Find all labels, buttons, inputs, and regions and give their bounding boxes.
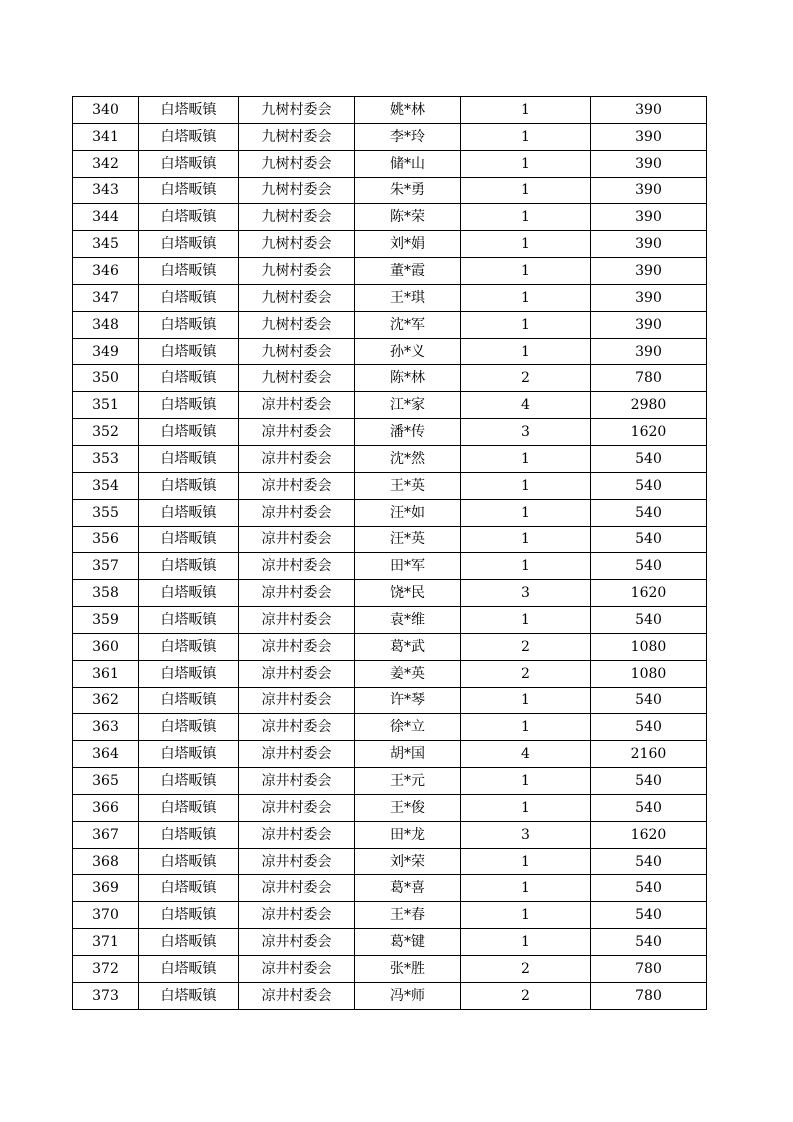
table-row — [73, 929, 707, 956]
cell-index: 348 — [73, 311, 139, 338]
cell-name: 董*霞 — [355, 258, 461, 285]
cell-count: 1 — [461, 902, 591, 929]
cell-name: 王*英 — [355, 472, 461, 499]
cell-count: 1 — [461, 714, 591, 741]
cell-name: 田*龙 — [355, 821, 461, 848]
table-row — [73, 821, 707, 848]
cell-index: 373 — [73, 982, 139, 1009]
cell-town: 白塔畈镇 — [139, 580, 239, 607]
cell-village: 凉井村委会 — [239, 714, 355, 741]
table-row — [73, 445, 707, 472]
cell-index: 352 — [73, 419, 139, 446]
cell-village: 凉井村委会 — [239, 392, 355, 419]
cell-amount: 540 — [591, 768, 707, 795]
table-row — [73, 956, 707, 983]
cell-amount: 540 — [591, 472, 707, 499]
cell-name: 姜*英 — [355, 660, 461, 687]
cell-index: 344 — [73, 204, 139, 231]
cell-town: 白塔畈镇 — [139, 607, 239, 634]
cell-count: 1 — [461, 204, 591, 231]
roster-table-body — [73, 97, 707, 1010]
cell-index: 347 — [73, 284, 139, 311]
cell-count: 1 — [461, 445, 591, 472]
cell-count: 1 — [461, 150, 591, 177]
cell-village: 九树村委会 — [239, 150, 355, 177]
cell-town: 白塔畈镇 — [139, 929, 239, 956]
cell-index: 364 — [73, 741, 139, 768]
cell-amount: 390 — [591, 150, 707, 177]
cell-name: 王*琪 — [355, 284, 461, 311]
cell-amount: 540 — [591, 929, 707, 956]
cell-village: 九树村委会 — [239, 338, 355, 365]
cell-village: 九树村委会 — [239, 177, 355, 204]
cell-village: 九树村委会 — [239, 311, 355, 338]
cell-village: 凉井村委会 — [239, 821, 355, 848]
cell-count: 1 — [461, 848, 591, 875]
table-row — [73, 714, 707, 741]
table-row — [73, 97, 707, 124]
table-row — [73, 338, 707, 365]
cell-village: 凉井村委会 — [239, 794, 355, 821]
cell-name: 储*山 — [355, 150, 461, 177]
cell-index: 345 — [73, 231, 139, 258]
cell-town: 白塔畈镇 — [139, 821, 239, 848]
cell-town: 白塔畈镇 — [139, 902, 239, 929]
table-row — [73, 553, 707, 580]
cell-index: 372 — [73, 956, 139, 983]
cell-name: 胡*国 — [355, 741, 461, 768]
cell-amount: 540 — [591, 875, 707, 902]
cell-count: 3 — [461, 821, 591, 848]
roster-table — [72, 96, 707, 1010]
cell-amount: 390 — [591, 123, 707, 150]
cell-index: 350 — [73, 365, 139, 392]
table-row — [73, 311, 707, 338]
cell-amount: 780 — [591, 956, 707, 983]
cell-village: 凉井村委会 — [239, 633, 355, 660]
cell-amount: 540 — [591, 848, 707, 875]
table-row — [73, 741, 707, 768]
cell-amount: 540 — [591, 526, 707, 553]
cell-town: 白塔畈镇 — [139, 741, 239, 768]
cell-town: 白塔畈镇 — [139, 687, 239, 714]
table-row — [73, 794, 707, 821]
cell-index: 370 — [73, 902, 139, 929]
cell-index: 362 — [73, 687, 139, 714]
cell-village: 九树村委会 — [239, 365, 355, 392]
table-row — [73, 419, 707, 446]
cell-count: 4 — [461, 392, 591, 419]
cell-town: 白塔畈镇 — [139, 848, 239, 875]
cell-town: 白塔畈镇 — [139, 231, 239, 258]
cell-village: 凉井村委会 — [239, 499, 355, 526]
cell-index: 366 — [73, 794, 139, 821]
cell-name: 葛*键 — [355, 929, 461, 956]
cell-index: 341 — [73, 123, 139, 150]
table-row — [73, 472, 707, 499]
cell-town: 白塔畈镇 — [139, 499, 239, 526]
cell-count: 3 — [461, 419, 591, 446]
table-row — [73, 123, 707, 150]
table-row — [73, 499, 707, 526]
cell-town: 白塔畈镇 — [139, 956, 239, 983]
cell-village: 凉井村委会 — [239, 982, 355, 1009]
cell-name: 潘*传 — [355, 419, 461, 446]
cell-town: 白塔畈镇 — [139, 445, 239, 472]
cell-count: 1 — [461, 123, 591, 150]
cell-village: 九树村委会 — [239, 97, 355, 124]
cell-index: 361 — [73, 660, 139, 687]
cell-count: 2 — [461, 660, 591, 687]
cell-village: 九树村委会 — [239, 123, 355, 150]
cell-town: 白塔畈镇 — [139, 123, 239, 150]
cell-name: 王*春 — [355, 902, 461, 929]
cell-amount: 540 — [591, 902, 707, 929]
cell-town: 白塔畈镇 — [139, 633, 239, 660]
table-row — [73, 284, 707, 311]
cell-village: 凉井村委会 — [239, 929, 355, 956]
table-row — [73, 177, 707, 204]
cell-amount: 390 — [591, 338, 707, 365]
cell-index: 365 — [73, 768, 139, 795]
cell-town: 白塔畈镇 — [139, 150, 239, 177]
table-row — [73, 231, 707, 258]
cell-town: 白塔畈镇 — [139, 311, 239, 338]
cell-village: 凉井村委会 — [239, 848, 355, 875]
cell-index: 354 — [73, 472, 139, 499]
cell-count: 1 — [461, 687, 591, 714]
cell-index: 353 — [73, 445, 139, 472]
cell-name: 沈*然 — [355, 445, 461, 472]
cell-town: 白塔畈镇 — [139, 258, 239, 285]
cell-amount: 1620 — [591, 580, 707, 607]
cell-count: 1 — [461, 338, 591, 365]
cell-amount: 1080 — [591, 633, 707, 660]
cell-name: 王*元 — [355, 768, 461, 795]
cell-count: 1 — [461, 526, 591, 553]
cell-town: 白塔畈镇 — [139, 768, 239, 795]
cell-village: 凉井村委会 — [239, 472, 355, 499]
cell-index: 363 — [73, 714, 139, 741]
cell-count: 1 — [461, 607, 591, 634]
cell-count: 1 — [461, 231, 591, 258]
cell-town: 白塔畈镇 — [139, 177, 239, 204]
cell-village: 凉井村委会 — [239, 660, 355, 687]
cell-village: 凉井村委会 — [239, 875, 355, 902]
cell-count: 1 — [461, 768, 591, 795]
cell-village: 凉井村委会 — [239, 956, 355, 983]
cell-town: 白塔畈镇 — [139, 794, 239, 821]
cell-index: 357 — [73, 553, 139, 580]
cell-count: 2 — [461, 633, 591, 660]
cell-amount: 390 — [591, 97, 707, 124]
cell-count: 1 — [461, 875, 591, 902]
cell-name: 李*玲 — [355, 123, 461, 150]
cell-name: 葛*喜 — [355, 875, 461, 902]
table-row — [73, 150, 707, 177]
cell-name: 刘*娟 — [355, 231, 461, 258]
cell-village: 凉井村委会 — [239, 419, 355, 446]
cell-amount: 390 — [591, 204, 707, 231]
cell-index: 349 — [73, 338, 139, 365]
cell-village: 凉井村委会 — [239, 741, 355, 768]
cell-amount: 540 — [591, 445, 707, 472]
cell-index: 368 — [73, 848, 139, 875]
cell-name: 江*家 — [355, 392, 461, 419]
cell-amount: 1620 — [591, 821, 707, 848]
cell-town: 白塔畈镇 — [139, 338, 239, 365]
cell-village: 九树村委会 — [239, 258, 355, 285]
cell-amount: 390 — [591, 231, 707, 258]
cell-name: 汪*英 — [355, 526, 461, 553]
cell-town: 白塔畈镇 — [139, 526, 239, 553]
table-row — [73, 768, 707, 795]
cell-amount: 540 — [591, 607, 707, 634]
cell-village: 九树村委会 — [239, 204, 355, 231]
cell-name: 徐*立 — [355, 714, 461, 741]
cell-town: 白塔畈镇 — [139, 365, 239, 392]
cell-name: 陈*林 — [355, 365, 461, 392]
cell-name: 汪*如 — [355, 499, 461, 526]
cell-village: 凉井村委会 — [239, 553, 355, 580]
cell-village: 九树村委会 — [239, 284, 355, 311]
cell-amount: 540 — [591, 499, 707, 526]
cell-count: 1 — [461, 258, 591, 285]
table-row — [73, 258, 707, 285]
table-row — [73, 392, 707, 419]
cell-index: 340 — [73, 97, 139, 124]
cell-amount: 780 — [591, 365, 707, 392]
cell-village: 凉井村委会 — [239, 445, 355, 472]
cell-index: 367 — [73, 821, 139, 848]
cell-amount: 2980 — [591, 392, 707, 419]
cell-name: 冯*师 — [355, 982, 461, 1009]
table-row — [73, 875, 707, 902]
cell-count: 2 — [461, 365, 591, 392]
cell-count: 1 — [461, 472, 591, 499]
cell-name: 陈*荣 — [355, 204, 461, 231]
cell-amount: 540 — [591, 553, 707, 580]
table-row — [73, 607, 707, 634]
cell-village: 凉井村委会 — [239, 687, 355, 714]
cell-index: 369 — [73, 875, 139, 902]
table-row — [73, 848, 707, 875]
cell-town: 白塔畈镇 — [139, 875, 239, 902]
table-row — [73, 633, 707, 660]
cell-village: 凉井村委会 — [239, 580, 355, 607]
cell-village: 凉井村委会 — [239, 902, 355, 929]
cell-amount: 780 — [591, 982, 707, 1009]
cell-town: 白塔畈镇 — [139, 284, 239, 311]
cell-count: 1 — [461, 929, 591, 956]
cell-index: 351 — [73, 392, 139, 419]
cell-index: 355 — [73, 499, 139, 526]
table-row — [73, 660, 707, 687]
cell-name: 姚*林 — [355, 97, 461, 124]
cell-amount: 2160 — [591, 741, 707, 768]
cell-index: 356 — [73, 526, 139, 553]
cell-village: 九树村委会 — [239, 231, 355, 258]
table-row — [73, 580, 707, 607]
cell-name: 刘*荣 — [355, 848, 461, 875]
cell-town: 白塔畈镇 — [139, 660, 239, 687]
cell-amount: 540 — [591, 794, 707, 821]
cell-count: 1 — [461, 284, 591, 311]
cell-index: 358 — [73, 580, 139, 607]
cell-count: 1 — [461, 553, 591, 580]
cell-village: 凉井村委会 — [239, 526, 355, 553]
cell-count: 1 — [461, 311, 591, 338]
cell-amount: 390 — [591, 284, 707, 311]
table-row — [73, 526, 707, 553]
cell-amount: 1080 — [591, 660, 707, 687]
table-row — [73, 204, 707, 231]
cell-count: 1 — [461, 177, 591, 204]
cell-count: 3 — [461, 580, 591, 607]
cell-name: 许*琴 — [355, 687, 461, 714]
cell-name: 田*军 — [355, 553, 461, 580]
cell-count: 1 — [461, 499, 591, 526]
table-row — [73, 982, 707, 1009]
cell-name: 袁*维 — [355, 607, 461, 634]
cell-name: 沈*军 — [355, 311, 461, 338]
table-row — [73, 687, 707, 714]
cell-count: 4 — [461, 741, 591, 768]
cell-index: 346 — [73, 258, 139, 285]
cell-village: 凉井村委会 — [239, 607, 355, 634]
cell-amount: 390 — [591, 177, 707, 204]
cell-name: 朱*勇 — [355, 177, 461, 204]
cell-name: 饶*民 — [355, 580, 461, 607]
cell-amount: 390 — [591, 258, 707, 285]
cell-town: 白塔畈镇 — [139, 97, 239, 124]
cell-index: 360 — [73, 633, 139, 660]
cell-count: 1 — [461, 97, 591, 124]
cell-name: 孙*义 — [355, 338, 461, 365]
cell-count: 2 — [461, 956, 591, 983]
cell-count: 1 — [461, 794, 591, 821]
cell-town: 白塔畈镇 — [139, 204, 239, 231]
cell-name: 张*胜 — [355, 956, 461, 983]
cell-name: 王*俊 — [355, 794, 461, 821]
cell-town: 白塔畈镇 — [139, 472, 239, 499]
cell-town: 白塔畈镇 — [139, 982, 239, 1009]
cell-amount: 1620 — [591, 419, 707, 446]
cell-amount: 540 — [591, 714, 707, 741]
cell-index: 343 — [73, 177, 139, 204]
cell-count: 2 — [461, 982, 591, 1009]
cell-town: 白塔畈镇 — [139, 392, 239, 419]
cell-amount: 390 — [591, 311, 707, 338]
cell-index: 342 — [73, 150, 139, 177]
cell-index: 359 — [73, 607, 139, 634]
table-row — [73, 365, 707, 392]
cell-amount: 540 — [591, 687, 707, 714]
cell-name: 葛*武 — [355, 633, 461, 660]
cell-index: 371 — [73, 929, 139, 956]
cell-town: 白塔畈镇 — [139, 419, 239, 446]
cell-town: 白塔畈镇 — [139, 553, 239, 580]
cell-town: 白塔畈镇 — [139, 714, 239, 741]
cell-village: 凉井村委会 — [239, 768, 355, 795]
table-row — [73, 902, 707, 929]
